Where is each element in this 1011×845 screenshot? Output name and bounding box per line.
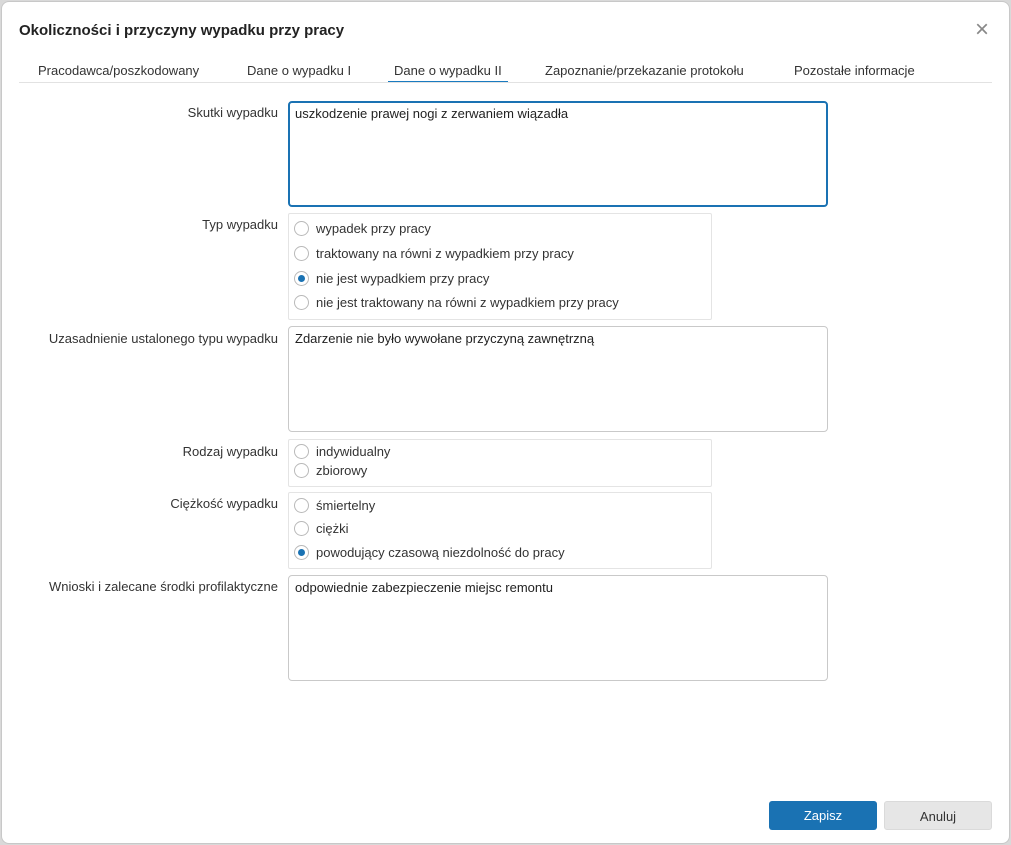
radio-icon — [294, 444, 309, 459]
tab-pozostale[interactable]: Pozostałe informacje — [794, 63, 915, 78]
cancel-button[interactable]: Anuluj — [884, 801, 992, 830]
tab-pracodawca[interactable]: Pracodawca/poszkodowany — [38, 63, 200, 78]
tab-divider — [19, 82, 992, 83]
option-label: ciężki — [316, 521, 349, 536]
rodzaj-option-0[interactable] — [294, 444, 390, 459]
tab-dane-ii[interactable]: Dane o wypadku II — [388, 63, 508, 83]
radio-icon — [294, 498, 309, 513]
dialog — [1, 1, 1010, 844]
skutki-label: Skutki wypadku — [187, 105, 278, 120]
rodzaj-option-1[interactable] — [294, 463, 367, 478]
uzasadnienie-textarea[interactable]: Zdarzenie nie było wywołane przyczyną zawnętrzną — [288, 326, 828, 432]
radio-icon — [294, 295, 309, 310]
option-label: śmiertelny — [316, 498, 376, 513]
typ-label: Typ wypadku — [202, 217, 278, 232]
save-button[interactable]: Zapisz — [769, 801, 877, 830]
radio-icon — [294, 521, 309, 536]
radio-icon — [294, 246, 309, 261]
radio-selected-icon — [294, 545, 309, 560]
typ-option-1[interactable] — [294, 246, 574, 261]
tab-zapoznanie[interactable]: Zapoznanie/przekazanie protokołu — [545, 63, 744, 78]
uzasadnienie-label: Uzasadnienie ustalonego typu wypadku — [48, 331, 278, 346]
skutki-textarea[interactable]: uszkodzenie prawej nogi z zerwaniem wiązadła — [288, 101, 828, 207]
option-label: nie jest traktowany na równi z wypadkiem przy pracy — [316, 295, 619, 310]
typ-option-0[interactable] — [294, 221, 431, 236]
typ-option-3[interactable] — [294, 295, 619, 310]
dialog-title: Okoliczności i przyczyny wypadku przy pracy — [19, 22, 345, 39]
option-label: wypadek przy pracy — [316, 221, 431, 236]
option-label: powodujący czasową niezdolność do pracy — [316, 545, 565, 560]
tab-dane-i[interactable]: Dane o wypadku I — [247, 63, 352, 78]
radio-selected-icon — [294, 271, 309, 286]
radio-icon — [294, 221, 309, 236]
close-icon[interactable]: × — [974, 16, 989, 43]
option-label: traktowany na równi z wypadkiem przy pracy — [316, 246, 574, 261]
ciezkosc-label: Ciężkość wypadku — [170, 496, 278, 511]
ciezkosc-option-1[interactable] — [294, 521, 349, 536]
wnioski-label: Wnioski i zalecane środki profilaktyczne — [48, 579, 278, 594]
rodzaj-label: Rodzaj wypadku — [182, 444, 278, 459]
radio-icon — [294, 463, 309, 478]
ciezkosc-option-0[interactable] — [294, 498, 375, 513]
wnioski-textarea[interactable]: odpowiednie zabezpieczenie miejsc remontu — [288, 575, 828, 681]
option-label: zbiorowy — [316, 463, 368, 478]
option-label: indywidualny — [316, 444, 391, 459]
ciezkosc-option-2[interactable] — [294, 545, 565, 560]
typ-option-2[interactable] — [294, 271, 489, 286]
option-label: nie jest wypadkiem przy pracy — [316, 271, 490, 286]
